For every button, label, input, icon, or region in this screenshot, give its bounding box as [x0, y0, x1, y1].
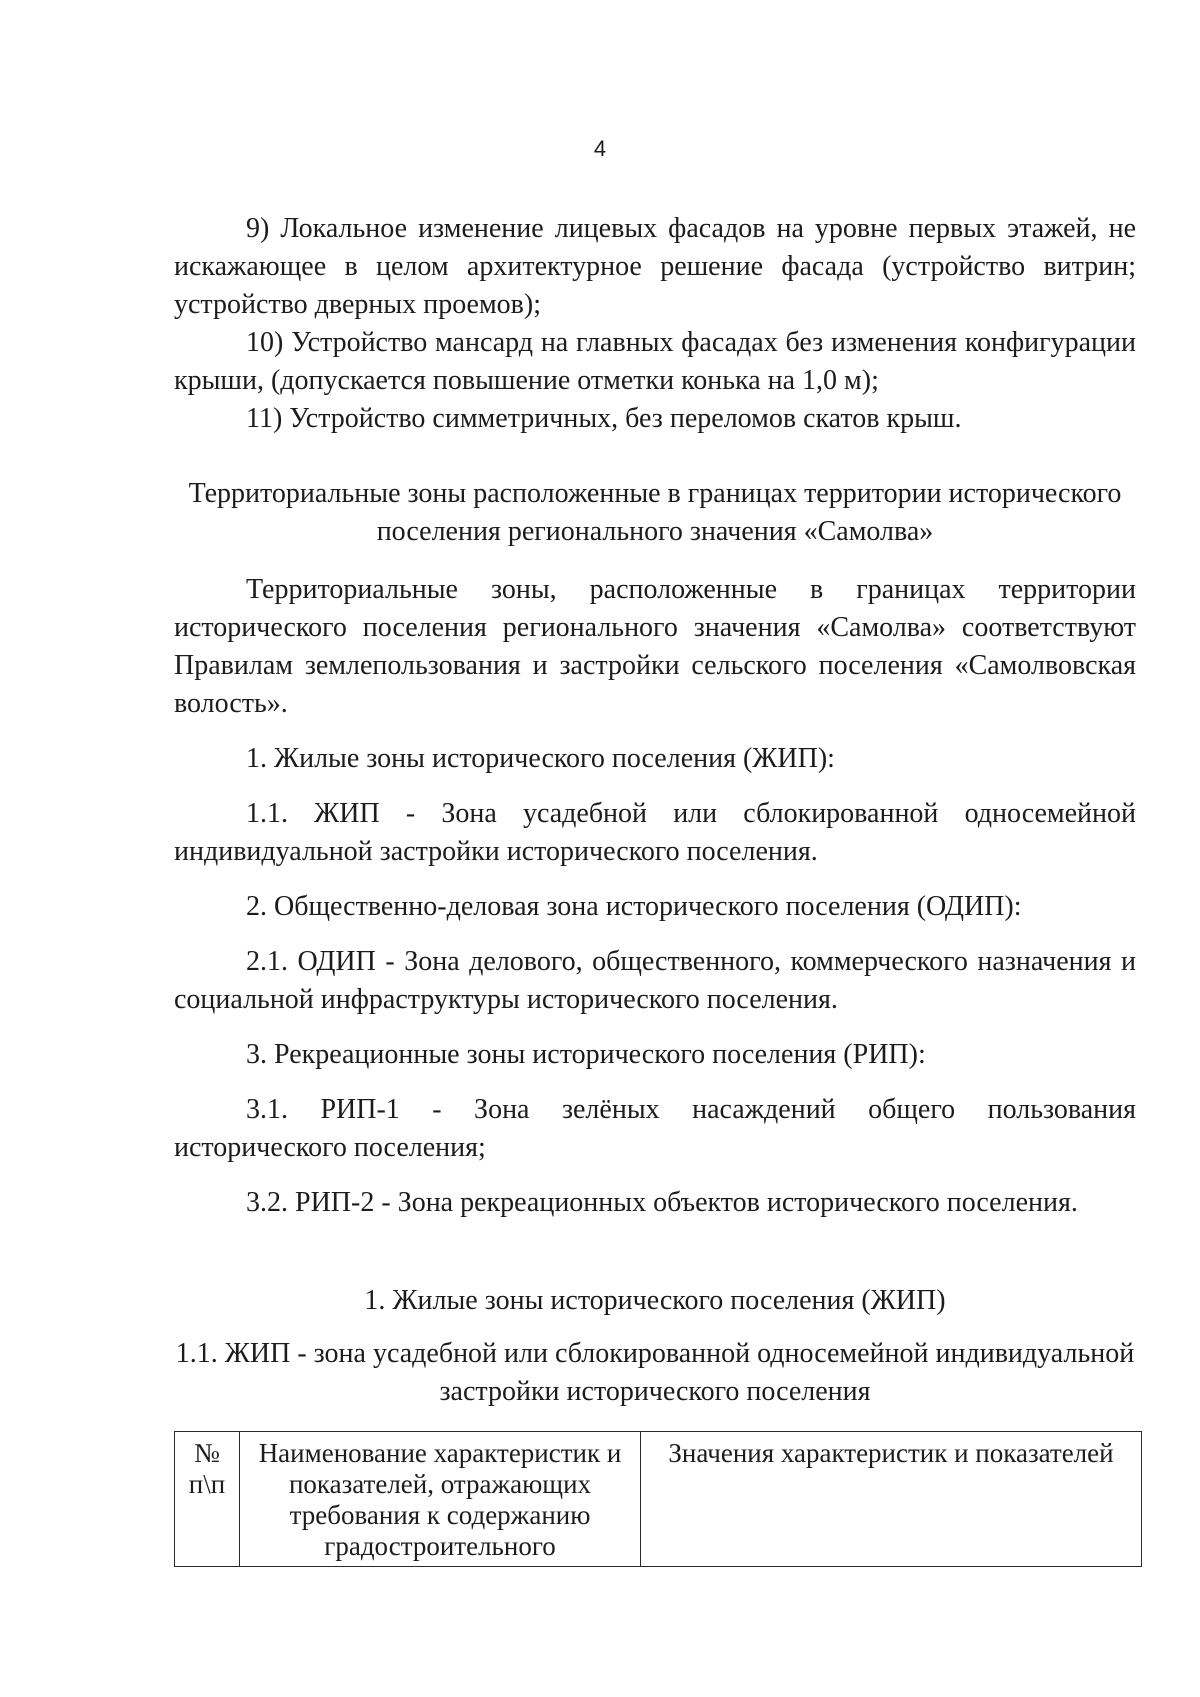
- document-body: [174, 210, 1136, 1567]
- zone-parameters-table: [174, 1431, 1142, 1567]
- intro-paragraph: Территориальные зоны, расположенные в границах территории исторического поселения регионального значения «Самолва» соответствуют Правилам землепользования и застройки сельского поселения «Самолвовская волость».: [174, 574, 1136, 719]
- zone-list-item: 1.1. ЖИП - Зона усадебной или сблокированной односемейной индивидуальной застройки исторического поселения.: [174, 798, 1136, 867]
- zone-list-item: 2.1. ОДИП - Зона делового, общественного, коммерческого назначения и социальной инфраструктуры исторического поселения.: [174, 946, 1136, 1015]
- zone-list-item: 3.1. РИП-1 - Зона зелёных насаждений общего пользования исторического поселения;: [174, 1094, 1136, 1163]
- zone-heading: 1.1. ЖИП - зона усадебной или сблокированной односемейной индивидуальной застройки исторического поселения: [175, 1338, 1135, 1407]
- zone-list-item: 1. Жилые зоны исторического поселения (ЖИП):: [246, 743, 835, 774]
- zone-list-item: 3.2. РИП-2 - Зона рекреационных объектов исторического поселения.: [246, 1187, 1078, 1218]
- table-header-name: Наименование характеристик и показателей, отражающих требования к содержанию градостроительного: [240, 1432, 641, 1567]
- paragraph-item-9: 9) Локальное изменение лицевых фасадов на уровне первых этажей, не искажающее в целом архитектурное решение фасада (устройство витрин; устройство дверных проемов);: [174, 213, 1136, 320]
- subsection-heading: 1. Жилые зоны исторического поселения (ЖИП): [364, 1285, 946, 1316]
- zone-list-item: 2. Общественно-деловая зона исторического поселения (ОДИП):: [246, 891, 1022, 922]
- table-header-values: Значения характеристик и показателей: [641, 1432, 1142, 1567]
- table-header-number: № п\п: [175, 1432, 240, 1567]
- paragraph-item-10: 10) Устройство мансард на главных фасадах без изменения конфигурации крыши, (допускается повышение отметки конька на 1,0 м);: [174, 327, 1136, 396]
- zone-list-item: 3. Рекреационные зоны исторического поселения (РИП):: [246, 1039, 926, 1070]
- table-header-row: [175, 1432, 1142, 1567]
- section-heading: Территориальные зоны расположенные в границах территории исторического поселения регионального значения «Самолва»: [188, 478, 1122, 547]
- paragraph-item-11: 11) Устройство симметричных, без переломов скатов крыш.: [246, 403, 962, 434]
- page-number: 4: [593, 136, 607, 161]
